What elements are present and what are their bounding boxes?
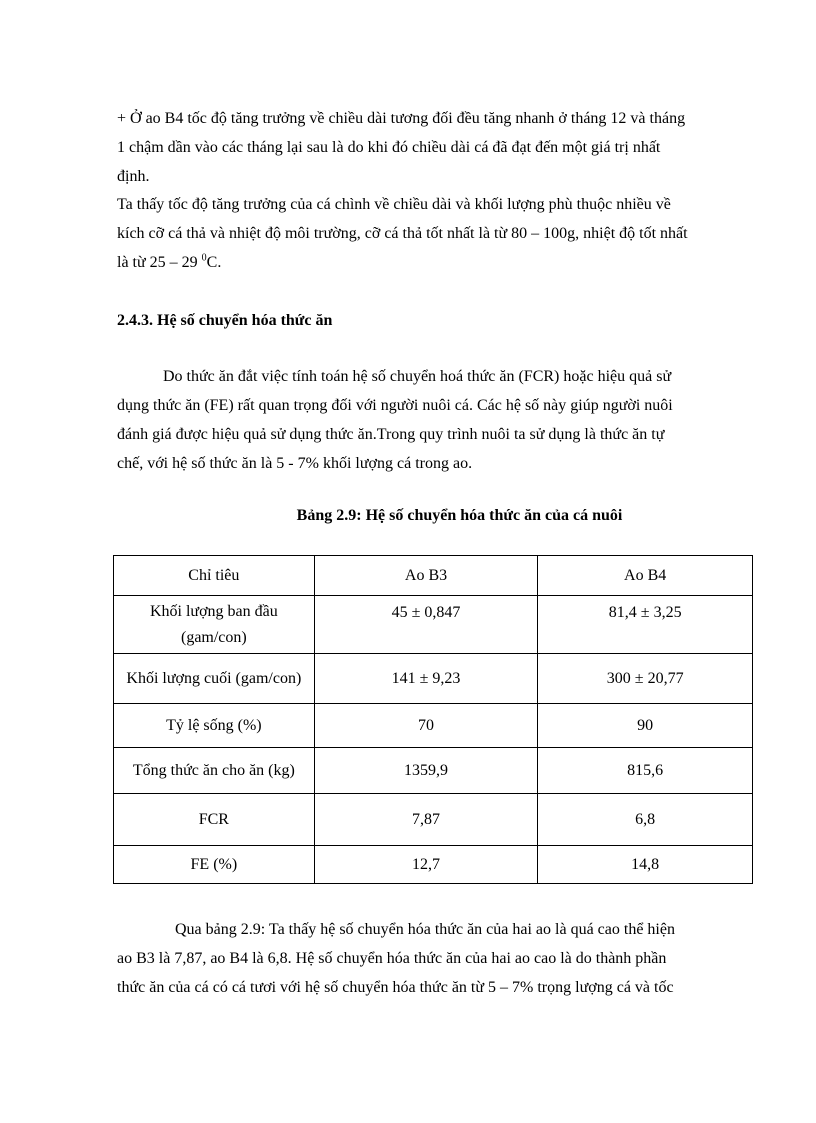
- cell-b4: 14,8: [538, 846, 753, 884]
- paragraph-growth-summary: [117, 190, 744, 277]
- text-line: Ta thấy tốc độ tăng trưởng của cá chình về chiều dài và khối lượng phù thuộc nhiều về: [117, 196, 671, 213]
- text-line: 1 chậm dần vào các tháng lại sau là do khi đó chiều dài cá đã đạt đến một giá trị nhất: [117, 139, 661, 156]
- text-fragment: là từ 25 – 29: [117, 254, 202, 271]
- table-row: [114, 654, 753, 704]
- text-line: dụng thức ăn (FE) rất quan trọng đối với người nuôi cá. Các hệ số này giúp người nuôi: [117, 397, 673, 414]
- text-line: Qua bảng 2.9: Ta thấy hệ số chuyển hóa thức ăn của hai ao là quá cao thể hiện: [175, 921, 675, 938]
- cell-b3: 45 ± 0,847: [314, 596, 538, 654]
- table-row: [114, 704, 753, 748]
- table-row: [114, 794, 753, 846]
- paragraph-fcr-intro: [117, 362, 744, 478]
- superscript-degree: 0: [201, 252, 207, 264]
- row-label: FE (%): [114, 846, 315, 884]
- row-label: FCR: [114, 794, 315, 846]
- text-fragment: C.: [206, 254, 222, 271]
- table-row: [114, 596, 753, 654]
- cell-b4: 300 ± 20,77: [538, 654, 753, 704]
- text-line: Do thức ăn đắt việc tính toán hệ số chuyển hoá thức ăn (FCR) hoặc hiệu quả sử: [163, 368, 672, 385]
- cell-b3: 70: [314, 704, 538, 748]
- header-cell-b3: Ao B3: [314, 556, 538, 596]
- cell-b3: 7,87: [314, 794, 538, 846]
- paragraph-growth-b4: [117, 104, 744, 191]
- cell-b4: 90: [538, 704, 753, 748]
- row-label: Tỷ lệ sống (%): [114, 704, 315, 748]
- section-heading: 2.4.3. Hệ số chuyển hóa thức ăn: [117, 312, 333, 329]
- fcr-table: [113, 555, 753, 884]
- cell-b4: 815,6: [538, 748, 753, 794]
- table-row: [114, 846, 753, 884]
- paragraph-fcr-analysis: [117, 915, 744, 1002]
- cell-b4: 81,4 ± 3,25: [538, 596, 753, 654]
- cell-b3: 12,7: [314, 846, 538, 884]
- text-line: ao B3 là 7,87, ao B4 là 6,8. Hệ số chuyển hóa thức ăn của hai ao cao là do thành phần: [117, 950, 667, 967]
- text-line: [117, 248, 744, 277]
- table-caption: Bảng 2.9: Hệ số chuyển hóa thức ăn của cá nuôi: [296, 507, 623, 524]
- text-line: kích cỡ cá thả và nhiệt độ môi trường, cỡ cá thả tốt nhất là từ 80 – 100g, nhiệt độ tốt nhất: [117, 225, 688, 242]
- row-label: Tổng thức ăn cho ăn (kg): [114, 748, 315, 794]
- table-row: [114, 748, 753, 794]
- table-header-row: [114, 556, 753, 596]
- text-line: đánh giá được hiệu quả sử dụng thức ăn.Trong quy trình nuôi ta sử dụng là thức ăn tự: [117, 426, 665, 443]
- text-line: chế, với hệ số thức ăn là 5 - 7% khối lượng cá trong ao.: [117, 455, 473, 472]
- text-line: + Ở ao B4 tốc độ tăng trưởng về chiều dài tương đối đều tăng nhanh ở tháng 12 và tháng: [117, 110, 686, 127]
- row-label: Khối lượng ban đầu (gam/con): [114, 596, 315, 654]
- header-cell-b4: Ao B4: [538, 556, 753, 596]
- cell-b3: 141 ± 9,23: [314, 654, 538, 704]
- cell-b3: 1359,9: [314, 748, 538, 794]
- text-line: định.: [117, 168, 150, 185]
- header-cell-indicator: Chỉ tiêu: [114, 556, 315, 596]
- row-label: Khối lượng cuối (gam/con): [114, 654, 315, 704]
- text-line: thức ăn của cá có cá tươi với hệ số chuyển hóa thức ăn từ 5 – 7% trọng lượng cá và tốc: [117, 979, 674, 996]
- cell-b4: 6,8: [538, 794, 753, 846]
